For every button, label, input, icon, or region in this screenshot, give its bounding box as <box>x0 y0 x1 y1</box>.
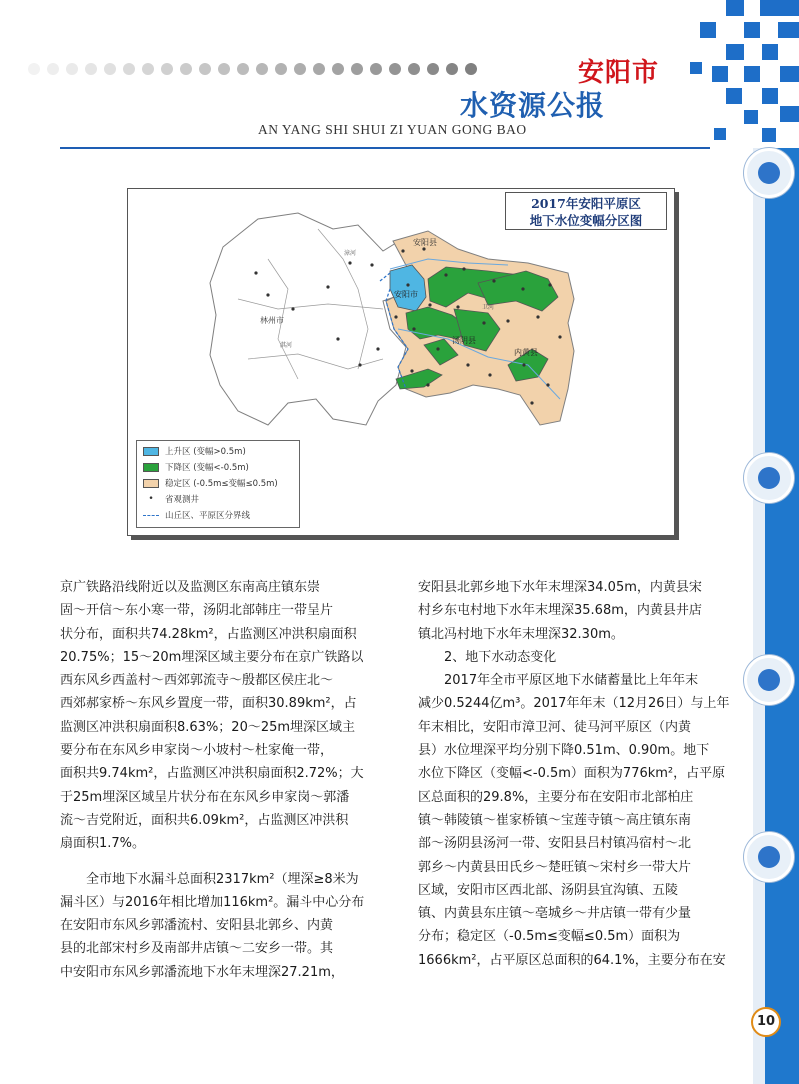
label-anyang-city: 安阳市 <box>394 290 418 299</box>
logo-badge <box>744 148 794 198</box>
label-neihuang: 内黄县 <box>514 348 538 357</box>
text-line: 村乡东屯村地下水年末埋深35.68m，内黄县井店 <box>418 603 702 619</box>
text-line: 状分布，面积共74.28km²，占监测区冲洪积扇面积 <box>60 626 357 642</box>
text-line: 全市地下水漏斗总面积2317km²（埋深≥8米为 <box>86 871 359 887</box>
text-line: 在安阳市东风乡郭潘流村、安阳县北郭乡、内黄 <box>60 918 334 934</box>
logo-badge <box>744 655 794 705</box>
text-line: 区域，安阳市区西北部、汤阴县宜沟镇、五陵 <box>418 882 679 898</box>
text-line: 2017年全市平原区地下水储蓄量比上年年末 <box>444 673 699 689</box>
text-line: 水位下降区（变幅<-0.5m）面积为776km²，占平原 <box>418 766 726 782</box>
right-column <box>418 576 748 972</box>
text-line: 分布；稳定区（-0.5m≤变幅≤0.5m）面积为 <box>418 929 681 945</box>
text-line: 镇、内黄县东庄镇～亳城乡～井店镇一带有少量 <box>418 906 692 922</box>
page-number: 10 <box>751 1007 781 1037</box>
map-title-line2: 地下水位变幅分区图 <box>529 213 643 228</box>
text-line: 于25m埋深区域呈片状分布在东风乡申家岗～郭潘 <box>60 789 350 805</box>
mountain-region <box>210 213 408 425</box>
map-title-line1: 2017年安阳平原区 <box>531 196 641 211</box>
header-english-title: AN YANG SHI SHUI ZI YUAN GONG BAO <box>258 122 527 137</box>
boundary-line-icon <box>143 515 159 516</box>
legend-swatch <box>143 479 159 488</box>
text-line: 郭乡～内黄县田氏乡～楚旺镇～宋村乡一带大片 <box>418 859 692 875</box>
side-bar <box>765 148 799 1084</box>
text-line: 西东风乡西盖村～西郊郭流寺～殷都区侯庄北～ <box>60 673 334 689</box>
legend-stable: 稳定区 (-0.5m≤变幅≤0.5m) <box>143 477 278 489</box>
label-anyang-county: 安阳县 <box>413 238 437 247</box>
header-dot-strip <box>28 63 477 75</box>
label-tangyin: 汤阴县 <box>452 336 476 345</box>
text-line: 西郊郝家桥～东风乡置度一带，面积30.89km²，占 <box>60 696 357 712</box>
map-legend <box>136 440 300 528</box>
text-line: 固～开信～东小寒一带，汤阴北部韩庄一带呈片 <box>60 603 334 619</box>
header-title: 水资源公报 <box>460 89 606 122</box>
legend-boundary: 山丘区、平原区分界线 <box>143 509 250 521</box>
label-river: 漳河 <box>344 250 357 257</box>
logo-badge <box>744 453 794 503</box>
text-line: 县的北部宋村乡及南部井店镇～二安乡一带。其 <box>60 941 334 957</box>
text-line: 京广铁路沿线附近以及监测区东南高庄镇东崇 <box>60 580 321 595</box>
text-line: 减少0.5244亿m³。2017年年末（12月26日）与上年 <box>418 696 730 712</box>
text-line: 部～汤阴县汤河一带、安阳县吕村镇冯宿村～北 <box>418 836 692 852</box>
text-line: 流～吉党附近，面积共6.09km²，占监测区冲洪积 <box>60 812 349 828</box>
text-line: 20.75%；15～20m埋深区域主要分布在京广铁路以 <box>60 649 364 665</box>
section-heading: 2、地下水动态变化 <box>444 649 557 665</box>
text-line: 1666km²，占平原区总面积的64.1%，主要分布在安 <box>418 952 726 968</box>
text-line: 安阳县北郭乡地下水年末埋深34.05m，内黄县宋 <box>418 580 702 595</box>
header-city: 安阳市 <box>578 58 660 88</box>
label-river: 卫河 <box>482 304 495 311</box>
legend-decline: 下降区 (变幅<-0.5m) <box>143 461 249 473</box>
text-line: 中安阳市东风乡郭潘流地下水年末埋深27.21m， <box>60 964 344 980</box>
legend-swatch <box>143 463 159 472</box>
text-line: 区总面积的29.8%，主要分布在安阳市北部柏庄 <box>418 789 694 805</box>
side-bar-shadow <box>753 148 765 1084</box>
text-line: 扇面积1.7%。 <box>60 836 146 852</box>
legend-well: • 省观测井 <box>143 493 199 505</box>
legend-swatch <box>143 447 159 456</box>
label-linzhou: 林州市 <box>260 316 284 325</box>
text-line: 要分布在东风乡申家岗～小坡村～杜家俺一带， <box>60 743 334 759</box>
text-line: 监测区冲洪积扇面积8.63%；20～25m埋深区域主 <box>60 719 356 735</box>
legend-rise: 上升区 (变幅>0.5m) <box>143 445 246 457</box>
left-column <box>60 576 390 984</box>
map-title <box>505 192 667 230</box>
text-line: 镇～韩陵镇～崔家桥镇～宝莲寺镇～高庄镇东南 <box>418 812 692 828</box>
text-line: 面积共9.74km²，占监测区冲洪积扇面积2.72%；大 <box>60 766 364 782</box>
label-river: 淇河 <box>280 342 293 349</box>
logo-badge <box>744 832 794 882</box>
header-rule <box>60 147 710 149</box>
text-line: 镇北冯村地下水年末埋深32.30m。 <box>418 626 624 642</box>
well-dot-icon: • <box>148 494 154 504</box>
text-line: 年末相比，安阳市漳卫河、徒马河平原区（内黄 <box>418 719 692 735</box>
text-line: 漏斗区）与2016年相比增加116km²。漏斗中心分布 <box>60 894 365 910</box>
text-line: 县）水位埋深平均分别下降0.51m、0.90m。地下 <box>418 743 710 759</box>
